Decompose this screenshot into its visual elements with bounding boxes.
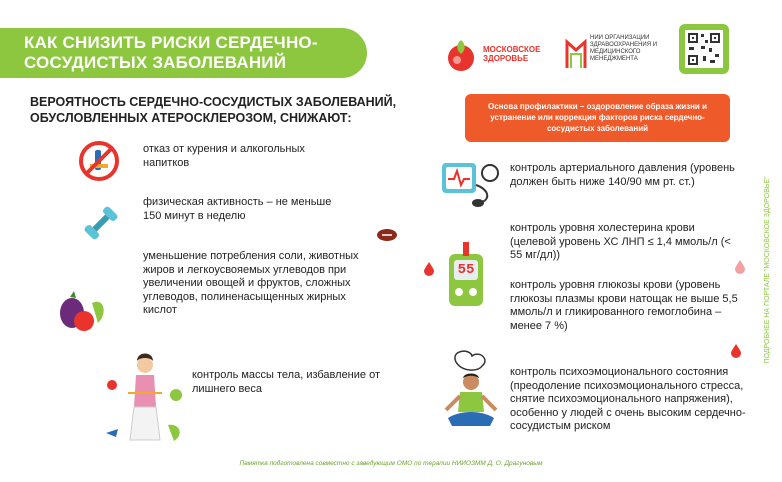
right-item-3: контроль уровня глюкозы крови (уровень глюкозы плазмы крови натощак не выше 5,5 ммоль/л и гликированного гемоглобина – менее 7 %)	[510, 279, 738, 332]
footer-note: Памятка подготовлена совместно с заведующим ОМО по терапии НИИОЗММ Д. О. Драгуновым	[239, 460, 543, 467]
right-item-4: контроль психоэмоционального состояния (преодоление психоэмоционального стресса, снятие психоэмоционального напряжения), особенно у людей с очень высоким сердечно-сосудистым риском	[510, 366, 746, 432]
glucometer-display: 55	[457, 262, 475, 278]
moscow-health-logo-text: МОСКОВСКОЕ ЗДОРОВЬЕ	[483, 45, 541, 63]
left-item-2: физическая активность – не меньше 150 минут в неделю	[143, 196, 332, 222]
left-item-1: отказ от курения и алкогольных напитков	[143, 143, 305, 169]
right-item-1: контроль артериального давления (уровень должен быть ниже 140/90 мм рт. ст.)	[510, 162, 735, 188]
niioz-logo-icon	[565, 36, 587, 70]
blood-drop-icon	[424, 262, 434, 276]
right-item-2: контроль уровня холестерина крови (целевой уровень ХС ЛНП ≤ 1,4 ммоль/л (< 55 мг/дл))	[510, 222, 731, 261]
section-subtitle: ВЕРОЯТНОСТЬ СЕРДЕЧНО-СОСУДИСТЫХ ЗАБОЛЕВАНИЙ, ОБУСЛОВЛЕННЫХ АТЕРОСКЛЕРОЗОМ, СНИЖАЮТ:	[30, 95, 397, 125]
page-title: КАК СНИЗИТЬ РИСКИ СЕРДЕЧНО-СОСУДИСТЫХ ЗАБОЛЕВАНИЙ	[24, 33, 318, 72]
blood-pressure-icon	[440, 155, 504, 207]
qr-code-icon[interactable]	[679, 24, 729, 74]
dumbbell-icon	[80, 203, 122, 243]
no-smoking-icon	[78, 140, 120, 182]
measuring-woman-icon	[100, 345, 190, 450]
moscow-health-logo-icon	[444, 36, 478, 74]
left-item-3: уменьшение потребления соли, животных жиров и легкоусвояемых углеводов при увеличении овощей и фруктов, сложных углеводов, полиненасыщенных жирных кислот	[143, 250, 359, 316]
left-item-4: контроль массы тела, избавление от лишнего веса	[192, 369, 380, 395]
niioz-logo-text: НИИ ОРГАНИЗАЦИИ ЗДРАВООХРАНЕНИЯ И МЕДИЦИНСКОГО МЕНЕДЖМЕНТА	[590, 35, 658, 62]
prevention-callout-text: Основа профилактики – оздоровление образа жизни и устранение или коррекция факторов риска сердечно-сосудистых заболеваний	[487, 102, 707, 133]
side-portal-note-text: ПОДРОБНЕЕ НА ПОРТАЛЕ "МОСКОВСКОЕ ЗДОРОВЬЕ"	[764, 176, 771, 364]
pill-icon	[376, 227, 398, 243]
meditation-icon	[440, 348, 502, 434]
side-portal-note	[764, 80, 778, 460]
vegetables-icon	[52, 283, 108, 335]
blood-drop-icon	[731, 344, 741, 358]
